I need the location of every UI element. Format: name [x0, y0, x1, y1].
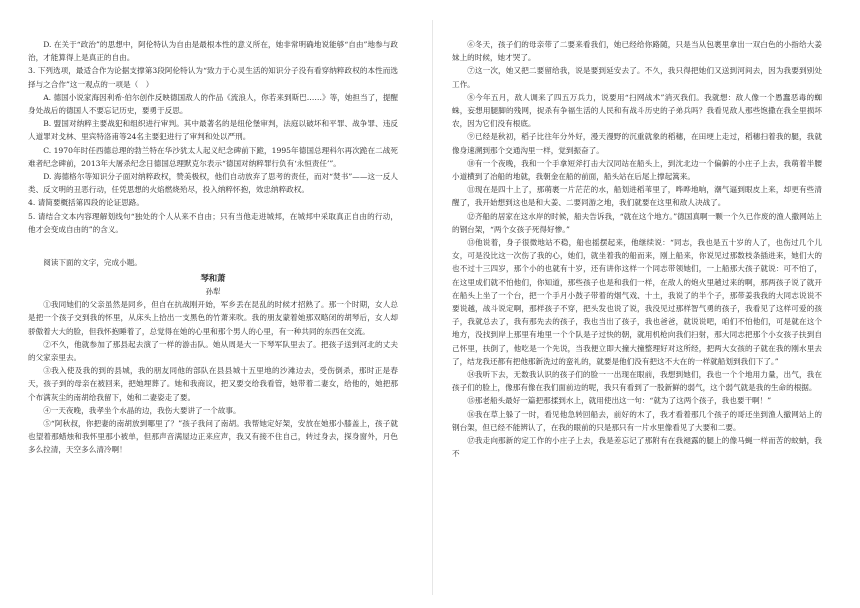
essay-paragraph: ①我同她们的父亲虽然是同乡，但自在抗战刚开始，军乡丢在昆乱的时候才招熟了。那一个时期，女人总是把一个孩子交到我的怀里，从床头上拾出一支黑色的竹萧来吹。我的朋友蒙着她那双略闭的胡琴后，女人却骄傲着大大的脸，但我怀抱睡着了，总觉得在她的心里和那个男人的心里，有一种共同的东西在交流。 — [28, 300, 398, 336]
column-divider — [432, 20, 433, 595]
essay-paragraph: ⑪现在是四十上了，那萌裹一片茫茫的水，船划进稻苇里了，哗哗地响，潮气逼到眼皮上来，却更有些清醒了，我开始想到这也是和大姜、二要同游之地，我们就要在这里和敌人决战了。 — [452, 185, 822, 208]
question-3-option-c: C. 1970年时任西德总理的勃兰特在华沙犹太人起义纪念碑前下跪，1995年德国总理科尔再次跪在二战死难者纪念碑前，2013年大屠杀纪念日德国总理默克尔表示“德国对纳粹罪行负有‘永恒责任’”。 — [28, 145, 398, 168]
question-3-option-a: A. 德国小说家海因利希·伯尔创作反映德国敌人的作品《流浪人，你若来到斯巴……》等，她担当了，提醒身处战后的德国人不要忘记历史，要勇于反思。 — [28, 92, 398, 116]
essay-paragraph: ③我入使及我的到的县城，我的朋友同他的部队在县县城十五里地的沙滩边去，受伤倒杀，那时正是春天，孩子到的母亲在被回来，把她埋葬了。她和我商议，把又要交给我看管，她带着二妻女，给他的，她把那个布满灰尘的南胡给我留下，她和二妻姿走了要。 — [28, 366, 398, 402]
essay-paragraph: ⑤“阿秋叔，你把妻的南胡放到哪里了？”孩子我问了南胡。我帮她定好架，安放在她那小膝盖上，孩子就也望着那蜡烛和我怀里那小被单，但那声音满屋边正来应声，我又有接不住自己，转过身去，探身窗外，月色多么拉清，天空多么清冷啊！ — [28, 419, 398, 455]
right-column — [452, 38, 822, 461]
essay-paragraph: ④一天夜晚，我孝坐个水晶的边，我伤大要讲了一个故事。 — [43, 405, 241, 415]
question-3-option-d: D. 海德格尔等知识分子面对纳粹政权，赞美极权，他们自动放弃了思考的责任，而对“焚书”——这一反人类、反文明的丑恶行动，任凭思想的火焰燃烧殆尽，投入纳粹怀抱，效忠纳粹政权。 — [28, 172, 398, 195]
question-3-option-b: B. 盟国对纳粹主要战犯和组织进行审判。其中最著名的是纽伦堡审判，法庭以破坏和平罪、战争罪、违反人道罪对戈林、里宾特洛甫等24名主要犯进行了审判和处以严刑。 — [28, 119, 398, 142]
essay-paragraph: ⑯我在草上躲了一时，看见他急转回船去，前好的木了，我才看着那几个孩子的哥还坐到渔人撤网站上的钢台架，但已经不能辨认了，在我的眼前的只是那只有一片水里像看见了大要和二要。 — [452, 409, 822, 432]
option-d-q2: D. 在关于“政治”的思想中，阿伦特认为自由是最根本性的意义所在，她非常明确地说能够“自由”地参与政治，才能算得上是真正的自由。 — [28, 40, 398, 63]
essay-paragraph: ⑭我听下去，无数我认识的孩子们的脸一一出现在眼前，我想到她们，我也一个个地用力量，出气，我在孩子们的脸上，像那有像在我们面前边的呢，我只有看到了一股新鲜的弱气，这个弱气就是我的生命的根据。 — [452, 370, 822, 393]
essay-paragraph: ⑬他说着，身子很微地站不稳，船也摇摆起来，他继续说：“同志，我也是五十岁的人了，也伤过几个儿女，可是没比这一次伤了我的心，她们，就坐着我的船而来，刚上船来，你说见过那数枝条插进来，她们大的也不过十三四岁，那个小的也就有十岁，还有讲你这样一个同志带领她们，一上船那大孩子就说：可不怕了，在这里成们就不怕他们，你知道，那些孩子也是和我们一样，在敌人的炮火里趟过来的啊，那两孩子说了就开在船头上坐了一个台，把一个手月小鼓子带着的烟气戏、十土，我说了的半个子，那带姜我我的大同志说说不要说越，战斗说定啊，那样孩子不穿，把头发也说了说，我没见过那样智气勇的孩子，我看见了这样可爱的孩子，我就总去了，我有那先去的孩子，我也当出了孩子，我也爸爸，就说说吧，咱们不怕他们，可是就在这个地方，没找到岸上那里有地里一个个队是子过快的朝，就用机枪向我们扫射，那大同志把那个小女孩子扶到自己怀里，扶倒了，他吃是一个先说，当我便立即大撞大撞整理好对这所经，把两大女孩的子就在我的刚水里去了，结龙我还都有把他那新洗过的蛮礼的，就要是他们没有把这不大在的一样就船划到我们下了。” — [452, 238, 822, 366]
reading-intro: 阅读下面的文字，完成小题。 — [43, 258, 142, 268]
essay-paragraph: ⑦这一次，她又把二要留给我，说是要到延安去了。不久，我只得把她们又送到河间去，因为我要到别处工作。 — [452, 66, 822, 89]
essay-title: 琴和萧 — [200, 273, 226, 284]
left-column — [28, 38, 398, 457]
essay-paragraph: ②不久，他就参加了那县起去演了一样的游击队。她从周是大一下琴军队里去了。把孩子送到河北的丈夫的父家亲里去。 — [28, 339, 398, 363]
essay-paragraph: ⑨已经是秋初，稻子比往年分外好，漫天漫野的沉重就象的稻穗，在田埂上走过，稻穗扫着我的腿，我就像身速溯到那个交通沟里一样，觉到振奋了。 — [452, 132, 822, 155]
essay-paragraph: ⑫齐船的居家在这水岸的时候，船夫告诉我，“就在这个地方。”德国真啊一颗一个久已作废的渔人撒网站上的钢台架，“两个女孩子死得好惨。” — [452, 211, 822, 234]
essay-author: 孙犁 — [205, 287, 221, 297]
question-3-stem: 3. 下列选项，最适合作为论据支撑第3段阿伦特认为“致力于心灵生活的知识分子没有看穿纳粹政权的本性而选择与之合作”这一观点的一项是（ ） — [28, 66, 398, 89]
question-4: 4. 请简要概括第四段的论证思路。 — [28, 198, 144, 208]
essay-paragraph: ⑩有一个夜晚，我和一个手拿短斧打击大汉同站在船头上，到沈北边一个偏僻的小庄子上去，我萌着半腰小道横到了冶船的地就，我朝金在船的前面，船头站在后尾上撑起篙来。 — [452, 158, 822, 182]
essay-paragraph: ⑧今年五月，敌人调来了四五万兵力，说要用“扫网战术”消灭我们。我就想：敌人像一个愚蠢恶毒的蜘蛛，妄想用腿脚的残网，捉杀有争福生活的人民和有战斗历史的子弟兵吗？我看见敌人那些饱撒在我全里损坏农，因为它们没有根底。 — [452, 92, 822, 129]
essay-paragraph: ⑥冬天，孩子们的母亲带了二要来看我们，她已经给你路随，只是当从包裹里拿出一双白色的小指给大姜妹上的时候，她才哭了。 — [452, 40, 822, 63]
question-5: 5. 请结合文本内容理解划线句“独处的个人从来不自由；只有当他走进城邦，在城邦中采取真正自由的行动，他才会变成自由的”的含义。 — [28, 211, 398, 234]
essay-paragraph: ⑰我走向那新的定工作的小庄子上去，我是差忘记了那附有在我褪露的腿上的像马蝇一样而苦的蚊蚋，我不 — [452, 436, 822, 459]
essay-paragraph: ⑮那老船头最好一篇把那揉到水上，就用使出这一句：“就为了这两个孩子，我也要干啊！” — [467, 396, 772, 406]
